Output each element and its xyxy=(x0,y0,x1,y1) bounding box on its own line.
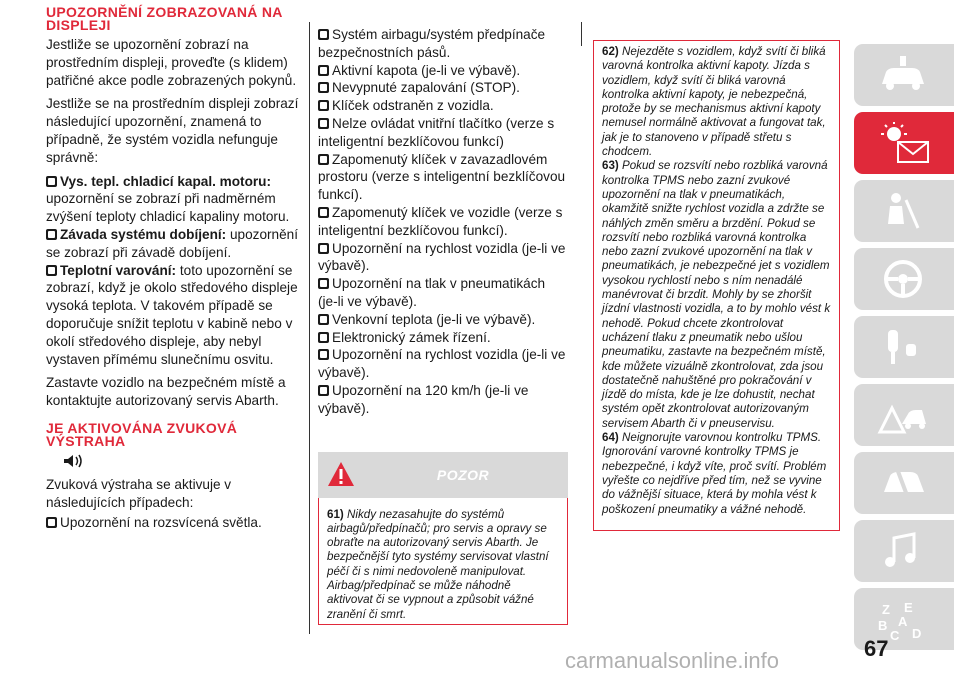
list-item: Aktivní kapota (je-li ve výbavě). xyxy=(318,62,568,80)
list-item: Systém airbagu/systém předpínače bezpečnostních pásů. xyxy=(318,27,546,60)
svg-text:Z: Z xyxy=(882,602,890,617)
column-left xyxy=(46,6,300,531)
note-61: 61) Nikdy nezasahujte do systémů airbagů/předpínačů; pro servis a opravy se obraťte na autorizovaný servis Abarth. Je bezpečnější tyto systémy servisovat vlastní péčí či s nimi nedovoleně manipulovat. Airbag/předpínač se může náhodně aktivovat či se vypnout a způsobit vážné zranění či smrt. xyxy=(327,507,549,621)
checkbox-bullet-icon xyxy=(46,517,57,528)
tab-car-info[interactable] xyxy=(854,44,954,106)
paragraph: Jestliže se upozornění zobrazí na prostředním displeji, proveďte (s klidem) patřičné akce podle zobrazených pokynů. xyxy=(46,37,297,88)
wrench-car-icon xyxy=(874,462,932,504)
checkbox-bullet-icon xyxy=(318,243,329,254)
checkbox-bullet-icon xyxy=(318,385,329,396)
warning-light-envelope-icon xyxy=(874,122,932,164)
tab-safety[interactable] xyxy=(854,180,954,242)
svg-text:D: D xyxy=(912,626,922,640)
column-divider xyxy=(309,22,310,634)
list-item: Elektronický zámek řízení. xyxy=(318,329,568,347)
tab-multimedia[interactable] xyxy=(854,520,954,582)
list-item: Upozornění na rychlost vozidla (je-li ve výbavě). xyxy=(318,347,566,381)
checkbox-bullet-icon xyxy=(318,154,329,165)
pozor-box xyxy=(318,498,568,625)
checkbox-bullet-icon xyxy=(318,278,329,289)
svg-text:A: A xyxy=(898,614,908,629)
notes-box xyxy=(593,40,840,531)
paragraph: Jestliže se na prostředním displeji zobrazí následující upozornění, znamená to případně, že systém vozidla nefunguje správně: xyxy=(46,96,299,165)
list-item: Nelze ovládat vnitřní tlačítko (verze s inteligentní bezklíčovou funkcí) xyxy=(318,115,555,149)
list-item: Klíček odstraněn z vozidla. xyxy=(318,97,568,115)
column-right xyxy=(593,40,840,531)
column-divider xyxy=(581,22,582,46)
list-item: Upozornění na rychlost vozidla (je-li ve výbavě). xyxy=(318,240,566,274)
pozor-header xyxy=(318,452,568,498)
list-item: Venkovní teplota (je-li ve výbavě). xyxy=(318,311,568,329)
note-64: 64) Neignorujte varovnou kontrolku TPMS. Ignorování varovné kontrolky TPMS je nebezpečné, i když víte, proč svítí. Problém vyřešte co nejdříve před tím, než se vyvine do vážnější situace, která by mohla vést k poškození pneumatiky a vážné nehodě. xyxy=(602,431,827,516)
checkbox-bullet-icon xyxy=(318,349,329,360)
tab-key[interactable] xyxy=(854,316,954,378)
checkbox-bullet-icon xyxy=(46,176,57,187)
section-heading-sound-warning: JE AKTIVOVÁNA ZVUKOVÁ VÝSTRAHA xyxy=(46,419,238,449)
speaker-sound-icon xyxy=(62,452,86,470)
svg-text:B: B xyxy=(878,618,888,633)
list-item: Upozornění na tlak v pneumatikách (je-li ve výbavě). xyxy=(318,276,546,309)
checkbox-bullet-icon xyxy=(318,65,329,76)
svg-text:E: E xyxy=(904,600,913,615)
checkbox-bullet-icon xyxy=(318,207,329,218)
list-item: Závada systému dobíjení: upozornění se zobrazí při závadě dobíjení. xyxy=(46,226,299,260)
checkbox-bullet-icon xyxy=(46,265,57,276)
tab-maintenance[interactable] xyxy=(854,452,954,514)
checkbox-bullet-icon xyxy=(318,82,329,93)
note-62: 62) Nejezděte s vozidlem, když svítí či bliká varovná kontrolka aktivní kapoty. Jízda s vozidlem, když svítí či bliká varovná kontrolka aktivní kapoty, je nebezpečná, protože by se mechanismus aktivní kapoty nemusel normálně aktivovat a fungovat tak, jak je to stanoveno v případě střetu s chodcem. xyxy=(602,45,826,159)
checkbox-bullet-icon xyxy=(318,29,329,40)
pozor-title: POZOR xyxy=(436,466,490,483)
car-info-icon xyxy=(874,54,932,96)
index-icon xyxy=(874,598,932,640)
checkbox-bullet-icon xyxy=(318,314,329,325)
checkbox-bullet-icon xyxy=(318,332,329,343)
section-heading-display-warnings: UPOZORNĚNÍ ZOBRAZOVANÁ NA DISPLEJI xyxy=(46,4,283,33)
list-item: Zapomenutý klíček v zavazadlovém prostoru (verze s inteligentní bezklíčovou funkcí). xyxy=(318,151,566,203)
checkbox-bullet-icon xyxy=(318,118,329,129)
paragraph: Zvuková výstraha se aktivuje v následujících případech: xyxy=(46,476,232,510)
list-item: Upozornění na rozsvícená světla. xyxy=(46,514,300,532)
tab-emergency[interactable] xyxy=(854,384,954,446)
watermark: carmanualsonline.info xyxy=(565,648,780,673)
tab-driving[interactable] xyxy=(854,248,954,310)
paragraph: Zastavte vozidlo na bezpečném místě a kontaktujte autorizovaný servis Abarth. xyxy=(46,375,286,409)
list-item: Nevypnuté zapalování (STOP). xyxy=(318,79,568,97)
steering-wheel-icon xyxy=(874,258,932,300)
list-item: Upozornění na 120 km/h (je-li ve výbavě). xyxy=(318,382,529,416)
checkbox-bullet-icon xyxy=(318,100,329,111)
checkbox-bullet-icon xyxy=(46,229,57,240)
seat-safety-icon xyxy=(874,190,932,232)
list-item: Teplotní varování: toto upozornění se zobrazí, když je okolo středového displeje vysoká teplota. V takovém případě se doporučuje snížit teplotu v kabině nebo v okolí středového displeje, aby nebyl vystaven přímému slunečnímu osvitu. xyxy=(46,262,298,367)
page-number: 67 xyxy=(864,636,889,661)
column-middle xyxy=(318,26,568,625)
chapter-tabs xyxy=(854,0,960,678)
media-icon xyxy=(874,530,932,572)
tab-warning-lights[interactable] xyxy=(854,112,954,174)
svg-text:C: C xyxy=(890,628,900,640)
list-item: Zapomenutý klíček ve vozidle (verze s inteligentní bezklíčovou funkcí). xyxy=(318,204,563,238)
warning-triangle-icon xyxy=(326,460,356,488)
key-icon xyxy=(874,326,932,368)
note-63: 63) Pokud se rozsvítí nebo rozbliká varovná kontrolka TPMS nebo zazní zvukové upozornění na tlak v pneumatikách, okamžitě snižte rychlost vozidla a zdržte se náhlých změn směru a brzdění. Pokud se rozsvítí nebo rozbliká varovná kontrolka nebo zazní zvukové upozornění na tlak v pneumatikách, je nebezpečné jet s vozidlem vysokou rychlostí nebo s ním nenadálé manévrovat či brzdit. Mohly by se zhoršit jízdní vlastnosti vozidla, a to by mohlo vést k nehodě. Pokud chcete zkontrolovat ucházení tlaku z pneumatik nebo ušlou pneumatiku, zastavte na bezpečném místě, kde můžete vizuálně zkontrolovat, zda jsou dostatečně nahuštěné pro pokračování v jízdě do místa, kde je lze dohustit, nechat systém opět zkontrolovat autorizovaným servisem Abarth či v pneuservisu. xyxy=(602,159,831,430)
sound-warning-list xyxy=(318,26,568,418)
breakdown-icon xyxy=(874,394,932,436)
list-item: Vys. tepl. chladicí kapal. motoru: upozornění se zobrazí při nadměrném zvýšení teploty chladicí kapaliny motoru. xyxy=(46,173,290,225)
